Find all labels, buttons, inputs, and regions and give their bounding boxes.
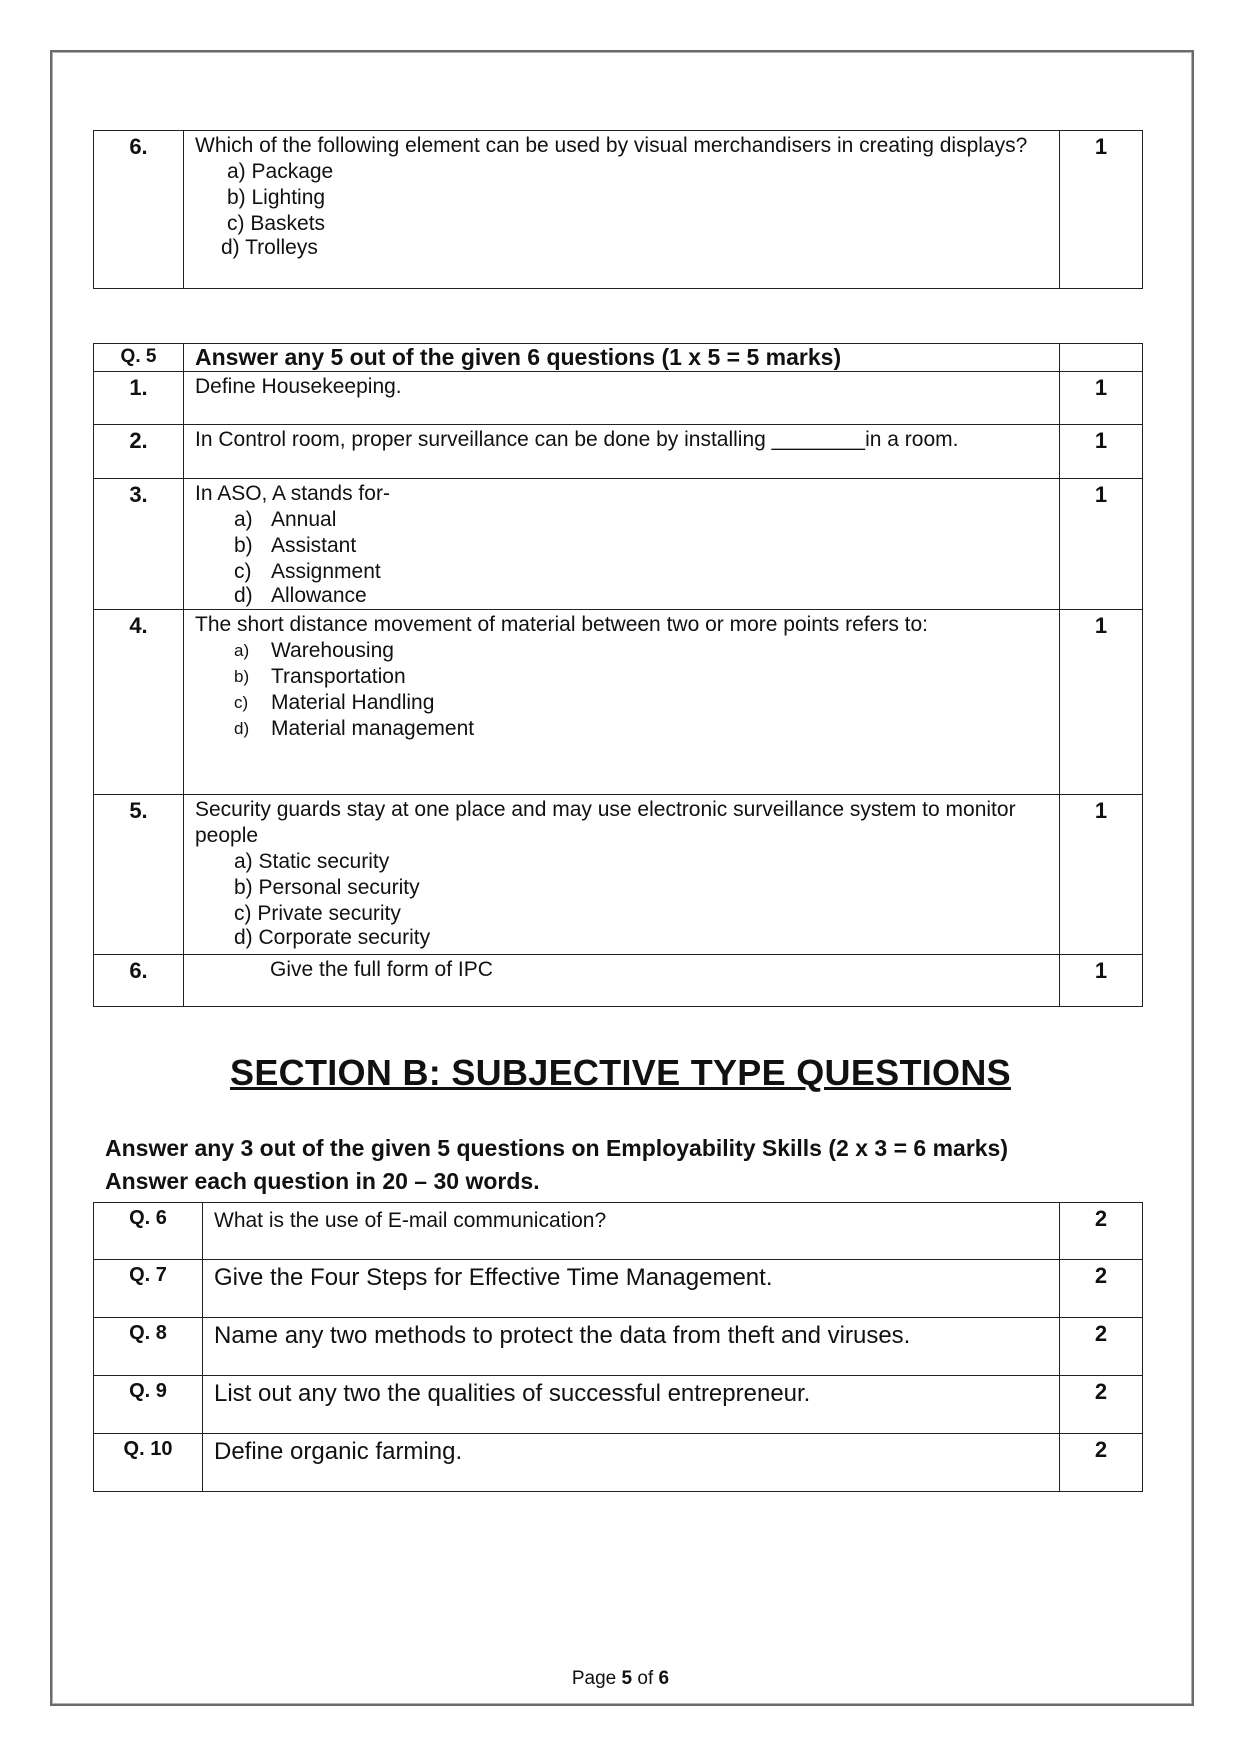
option-text: Assistant <box>271 534 357 557</box>
option <box>234 716 1049 742</box>
question-number: 3. <box>94 479 184 610</box>
marks: 2 <box>1060 1203 1143 1260</box>
question-text: Give the full form of IPC <box>184 955 1060 1007</box>
page-footer <box>0 1668 1241 1690</box>
option: c) Baskets <box>227 212 326 235</box>
option: d) Corporate security <box>234 926 431 949</box>
marks: 2 <box>1060 1260 1143 1318</box>
option-list <box>195 638 1049 742</box>
table-row <box>94 795 1143 955</box>
option: c) Private security <box>234 902 401 925</box>
question-number: 5. <box>94 795 184 955</box>
marks: 2 <box>1060 1318 1143 1376</box>
option-text: Material Handling <box>271 691 435 714</box>
option-label: d) <box>234 584 253 607</box>
table-row <box>94 425 1143 479</box>
question-label: Q. 5 <box>94 344 184 372</box>
option <box>234 690 1049 716</box>
option <box>234 533 1049 559</box>
option-label: b) <box>234 667 250 686</box>
marks: 1 <box>1060 795 1143 955</box>
question-heading: Answer any 5 out of the given 6 questions (1 x 5 = 5 marks) <box>184 344 1060 372</box>
question-cell <box>184 795 1060 955</box>
option: d) Trolleys <box>221 236 318 259</box>
question-cell <box>184 131 1060 289</box>
marks: 2 <box>1060 1376 1143 1434</box>
question-text: The short distance movement of material between two or more points refers to: <box>195 613 929 636</box>
question-text: List out any two the qualities of successful entrepreneur. <box>203 1376 1060 1434</box>
marks: 1 <box>1060 955 1143 1007</box>
question-number: 1. <box>94 372 184 425</box>
option <box>234 638 1049 664</box>
option <box>234 664 1049 690</box>
question-text: In ASO, A stands for- <box>195 482 390 505</box>
option: b) Personal security <box>234 876 420 899</box>
table-row <box>94 1318 1143 1376</box>
current-page: 5 <box>621 1668 633 1689</box>
option-text: Transportation <box>271 665 406 688</box>
option-label: d) <box>234 719 250 738</box>
question-number: 4. <box>94 610 184 795</box>
option <box>234 507 1049 533</box>
question-number: 6. <box>94 131 184 289</box>
instruction-line: Answer any 3 out of the given 5 questions on Employability Skills (2 x 3 = 6 marks) <box>105 1135 1009 1161</box>
question-label: Q. 9 <box>94 1376 203 1434</box>
footer-prefix: Page <box>571 1668 617 1689</box>
question-text: Name any two methods to protect the data from theft and viruses. <box>203 1318 1060 1376</box>
option-text: Material management <box>271 717 475 740</box>
section-b-table <box>93 1202 1143 1492</box>
marks: 1 <box>1060 372 1143 425</box>
marks: 1 <box>1060 610 1143 795</box>
option <box>234 559 1049 585</box>
table-row <box>94 1434 1143 1492</box>
question-text: Define organic farming. <box>203 1434 1060 1492</box>
section-title: SECTION B: SUBJECTIVE TYPE QUESTIONS <box>230 1052 1011 1093</box>
question-label: Q. 7 <box>94 1260 203 1318</box>
option-label: c) <box>234 560 252 583</box>
option: a) Static security <box>234 850 390 873</box>
option-text: Assignment <box>271 560 381 583</box>
question-text: What is the use of E-mail communication? <box>203 1203 1060 1260</box>
question-number: 6. <box>94 955 184 1007</box>
table-row <box>94 955 1143 1007</box>
question-text: In Control room, proper surveillance can be done by installing ________in a room. <box>184 425 1060 479</box>
question-label: Q. 10 <box>94 1434 203 1492</box>
option-label: b) <box>234 534 253 557</box>
option-label: a) <box>234 508 253 531</box>
question-label: Q. 8 <box>94 1318 203 1376</box>
option-label: c) <box>234 693 249 712</box>
option-text: Warehousing <box>271 639 394 662</box>
question-table-continued <box>93 130 1143 289</box>
table-row <box>94 131 1143 289</box>
option: a) Package <box>227 160 334 183</box>
option-text: Allowance <box>271 584 367 607</box>
table-row <box>94 372 1143 425</box>
question-text: Which of the following element can be used by visual merchandisers in creating displays? <box>195 134 1028 157</box>
question-5-table <box>93 343 1143 1007</box>
question-number: 2. <box>94 425 184 479</box>
table-header-row <box>94 344 1143 372</box>
question-cell <box>184 479 1060 610</box>
marks: 2 <box>1060 1434 1143 1492</box>
option-list <box>195 507 1049 607</box>
table-row <box>94 1260 1143 1318</box>
instructions <box>105 1132 1008 1198</box>
marks: 1 <box>1060 131 1143 289</box>
instruction-line: Answer each question in 20 – 30 words. <box>105 1168 540 1194</box>
option-text: Annual <box>271 508 337 531</box>
question-text: Define Housekeeping. <box>184 372 1060 425</box>
option-list <box>195 849 1049 949</box>
question-label: Q. 6 <box>94 1203 203 1260</box>
marks: 1 <box>1060 425 1143 479</box>
table-row <box>94 610 1143 795</box>
total-pages: 6 <box>658 1668 670 1689</box>
question-text: Security guards stay at one place and may use electronic surveillance system to monitor people <box>195 798 1016 847</box>
option-label: a) <box>234 641 250 660</box>
option <box>234 585 1049 607</box>
table-row <box>94 1376 1143 1434</box>
option: b) Lighting <box>227 186 326 209</box>
table-row <box>94 479 1143 610</box>
question-cell <box>184 610 1060 795</box>
footer-separator: of <box>637 1668 654 1689</box>
table-row <box>94 1203 1143 1260</box>
question-text: Give the Four Steps for Effective Time Management. <box>203 1260 1060 1318</box>
marks: 1 <box>1060 479 1143 610</box>
empty-cell <box>1060 344 1143 372</box>
option-list <box>195 159 1049 259</box>
